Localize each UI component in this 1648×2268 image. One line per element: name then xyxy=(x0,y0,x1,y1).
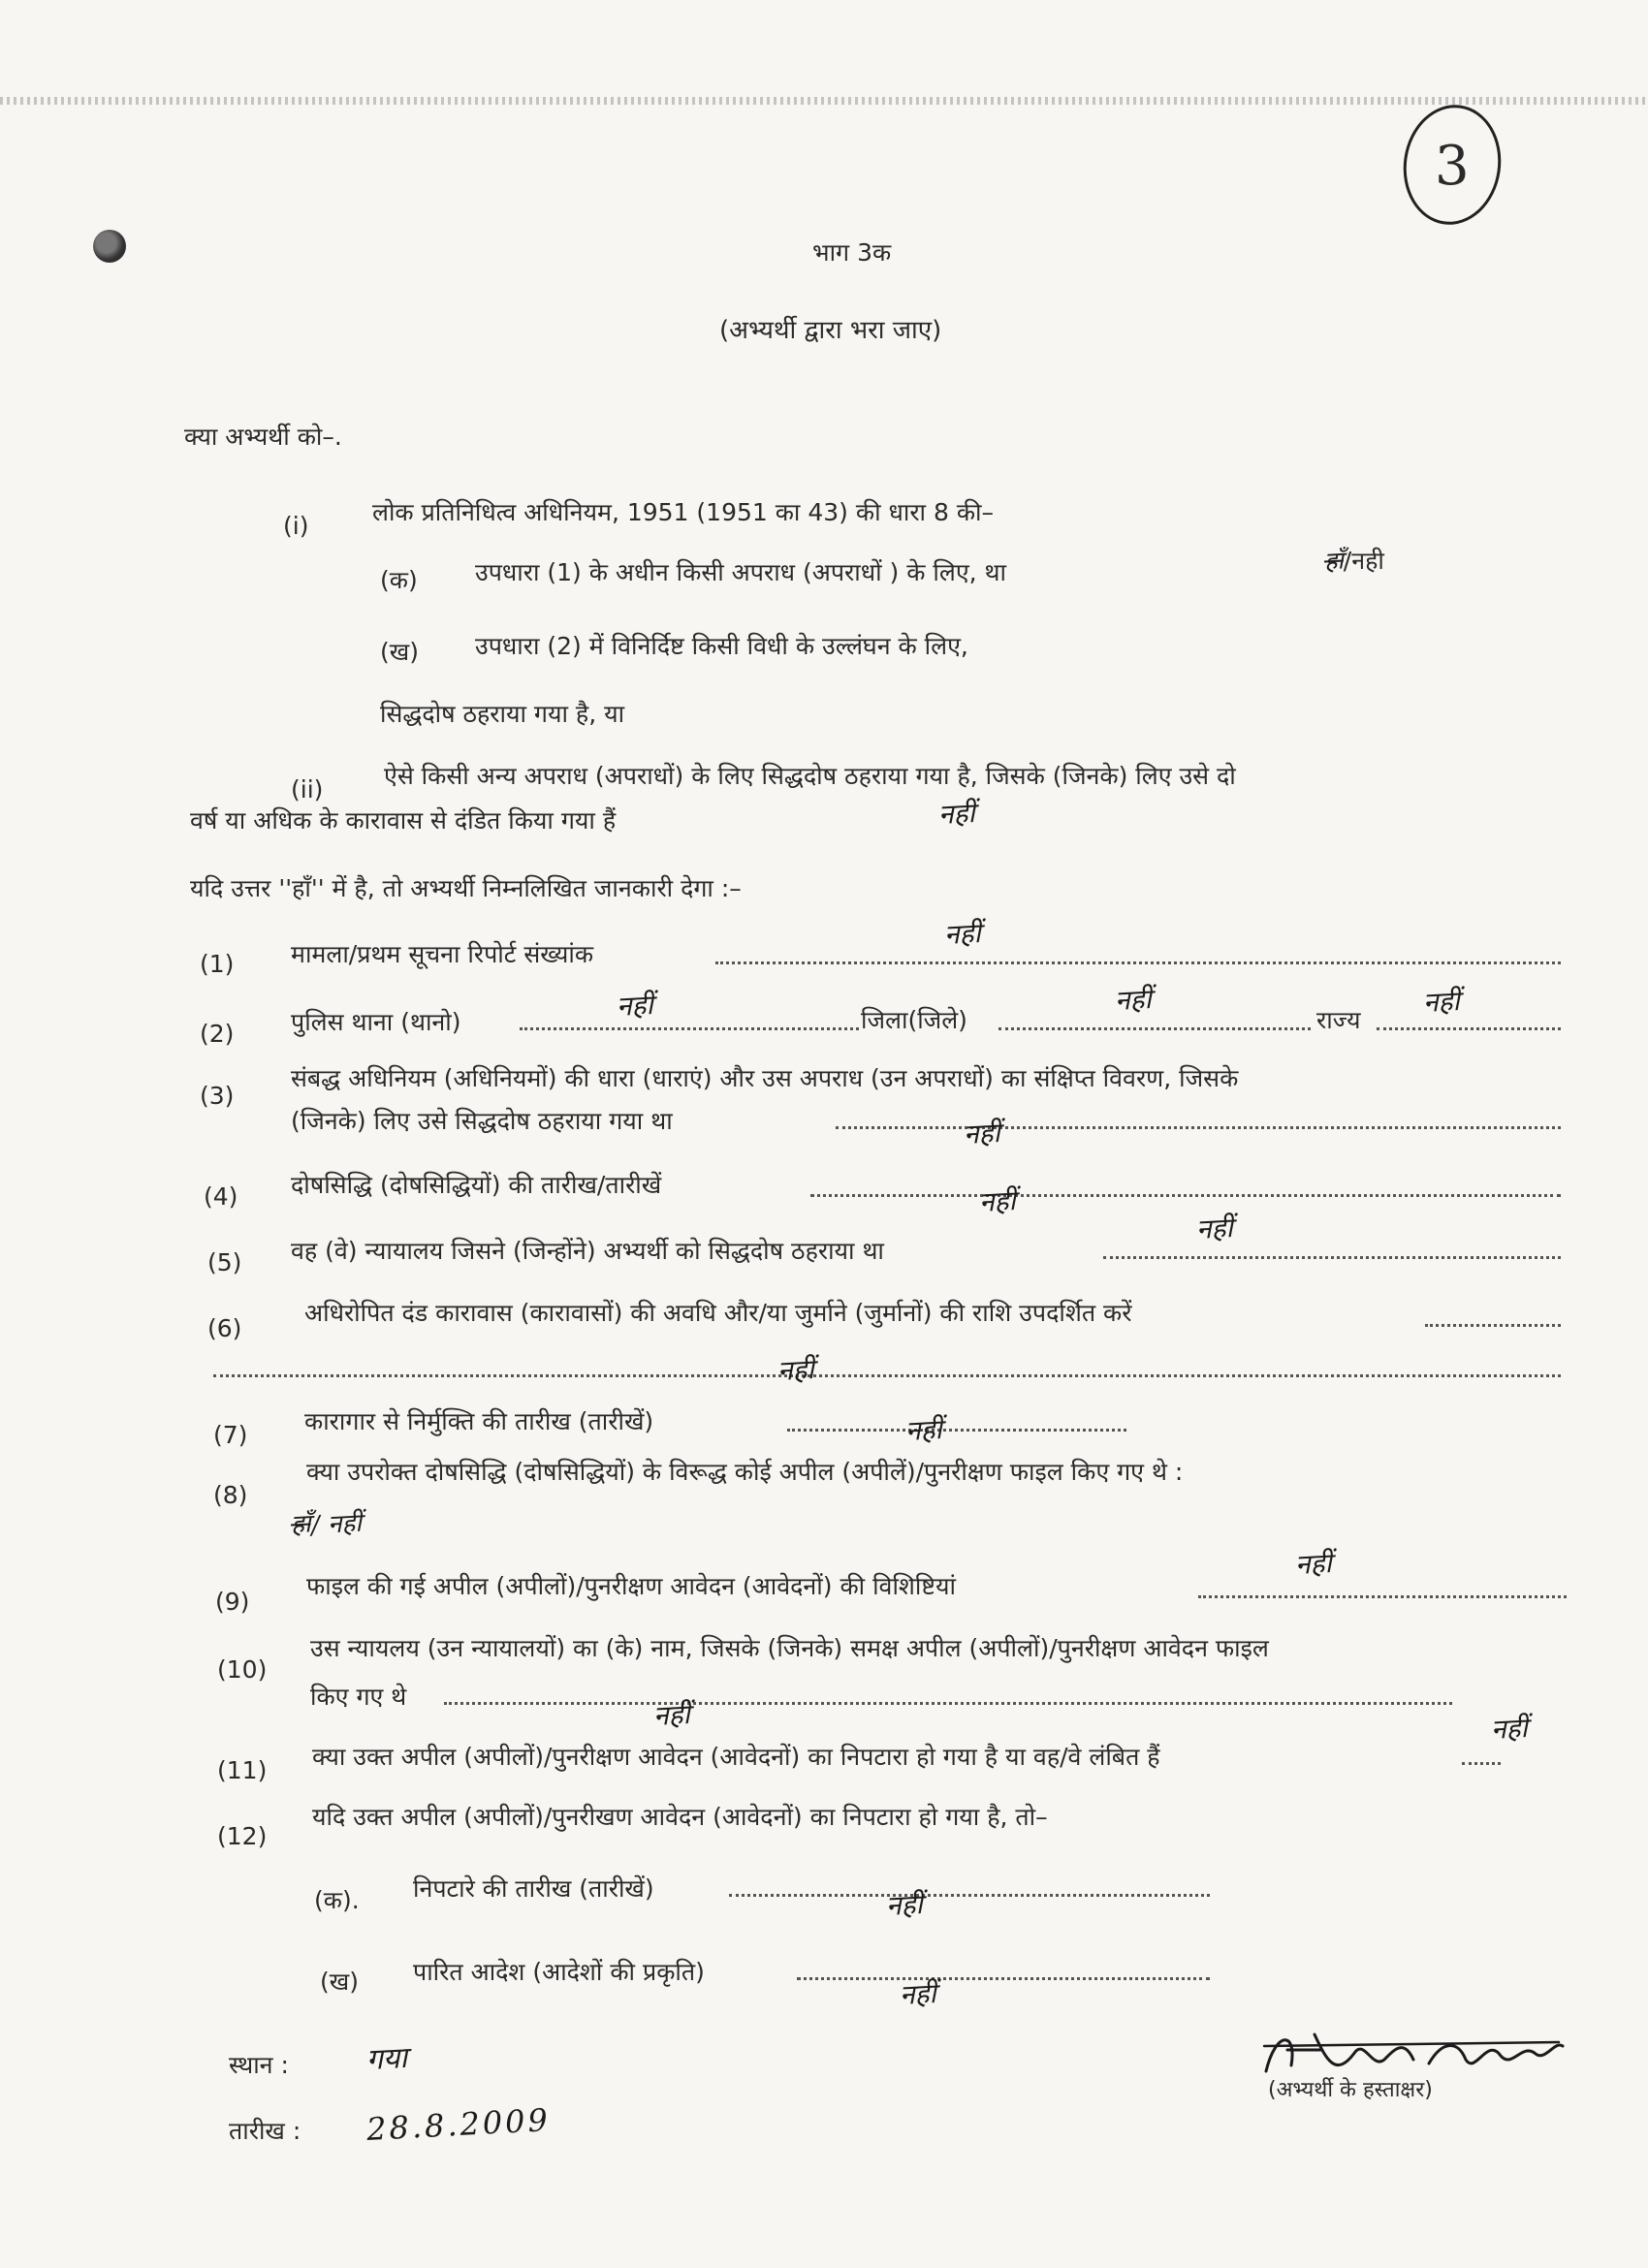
item-12-num: (12) xyxy=(217,1822,268,1850)
item-2-dotted-line-3 xyxy=(1377,1027,1561,1030)
item-9-dotted-line xyxy=(1198,1595,1567,1598)
item-4-dotted-line xyxy=(810,1194,1561,1197)
clause-ii-line1: ऐसे किसी अन्य अपराध (अपराधों) के लिए सिद्धदोष ठहराया गया है, जिसके (जिनके) लिए उसे दो xyxy=(384,762,1236,790)
clause-ii-marker: (ii) xyxy=(291,775,324,803)
item-9-answer: नहीं xyxy=(1294,1547,1333,1581)
item-6-num: (6) xyxy=(207,1314,242,1342)
page-number-circle xyxy=(1396,99,1508,232)
item-2-num: (2) xyxy=(200,1020,235,1048)
clause-i-conclusion: सिद्धदोष ठहराया गया है, या xyxy=(380,700,625,728)
item-12-kha-answer: नहीं xyxy=(899,1977,937,2011)
item-12-ka-label: निपटारे की तारीख (तारीखें) xyxy=(413,1874,654,1903)
item-4-label: दोषसिद्धि (दोषसिद्धियों) की तारीख/तारीखें xyxy=(291,1171,662,1199)
item-2-state-label: राज्य xyxy=(1316,1006,1361,1034)
item-1-num: (1) xyxy=(200,950,235,978)
clause-i-ka-text: उपधारा (1) के अधीन किसी अपराध (अपराधों ) के लिए, था xyxy=(475,558,1006,586)
item-12-ka-dotted-line xyxy=(729,1894,1210,1897)
item-3-dotted-line xyxy=(836,1126,1561,1129)
clause-i-kha-text: उपधारा (2) में विनिर्दिष्ट किसी विधी के उल्लंघन के लिए, xyxy=(475,632,968,660)
item-2-answer-2: नहीं xyxy=(1114,983,1153,1017)
part-title: भाग 3क xyxy=(812,238,892,267)
item-10-num: (10) xyxy=(217,1655,268,1684)
item-12-kha-marker: (ख) xyxy=(320,1968,359,1996)
clause-ii-line2: वर्ष या अधिक के कारावास से दंडित किया गया हैं xyxy=(190,806,617,835)
item-2-dotted-line-2 xyxy=(998,1027,1311,1030)
item-2-answer-1: नहीं xyxy=(616,989,654,1023)
item-1-dotted-line xyxy=(715,961,1561,964)
item-4-answer: नहीं xyxy=(978,1184,1017,1218)
item-11-answer: नहीं xyxy=(1490,1712,1529,1746)
place-label: स्थान : xyxy=(229,2051,289,2079)
item-9-label: फाइल की गई अपील (अपीलों)/पुनरीक्षण आवेदन (आवेदनों) की विशिष्टियां xyxy=(306,1572,956,1600)
item-10-line2: किए गए थे xyxy=(310,1683,407,1711)
item-8-label: क्या उपरोक्त दोषसिद्धि (दोषसिद्धियों) के विरूद्ध कोई अपील (अपीलें)/पुनरीक्षण फाइल किए गए थे : xyxy=(306,1458,1184,1486)
item-5-label: वह (वे) न्यायालय जिसने (जिन्होंने) अभ्यर्थी को सिद्धदोष ठहराया था xyxy=(291,1237,884,1265)
item-8-num: (8) xyxy=(213,1481,248,1509)
signature-caption: (अभ्यर्थी के हस्ताक्षर) xyxy=(1268,2078,1433,2102)
clause-i-ka-marker: (क) xyxy=(380,566,418,594)
item-2-dotted-line-1 xyxy=(520,1027,859,1030)
clause-ii-answer: नहीं xyxy=(937,797,976,831)
item-4-num: (4) xyxy=(204,1182,238,1211)
item-8-yes-struck: हाँ xyxy=(290,1509,312,1540)
item-6-dotted-line-1 xyxy=(1425,1324,1561,1327)
item-11-dotted-line xyxy=(1462,1762,1501,1765)
form-subtitle: (अभ्यर्थी द्वारा भरा जाए) xyxy=(719,316,942,345)
item-10-line1: उस न्यायलय (उन न्यायालयों) का (के) नाम, जिसके (जिनके) समक्ष अपील (अपीलों)/पुनरीक्षण आवेदन फाइल xyxy=(310,1634,1269,1662)
item-9-num: (9) xyxy=(215,1588,250,1616)
item-5-answer: नहीं xyxy=(1195,1212,1234,1245)
item-12-kha-dotted-line xyxy=(797,1977,1210,1980)
item-1-label: मामला/प्रथम सूचना रिपोर्ट संख्यांक xyxy=(291,940,594,968)
answer-no: नही xyxy=(1351,547,1384,575)
clause-i-kha-marker: (ख) xyxy=(380,638,419,666)
scan-perforation-edge xyxy=(0,97,1648,105)
date-label: तारीख : xyxy=(229,2117,301,2145)
item-10-answer: नहीं xyxy=(652,1698,691,1732)
item-5-dotted-line xyxy=(1103,1256,1561,1259)
item-6-label: अधिरोपित दंड कारावास (कारावासों) की अवधि और/या जुर्माने (जुर्मानों) की राशि उपदर्शित करें xyxy=(304,1299,1132,1327)
item-12-label: यदि उक्त अपील (अपीलों)/पुनरीखण आवेदन (आवेदनों) का निपटारा हो गया है, तो– xyxy=(312,1803,1048,1831)
item-8-no: / नहीं xyxy=(309,1508,363,1541)
item-3-line1: संबद्ध अधिनियम (अधिनियमों) की धारा (धाराएं) और उस अपराध (उन अपराधों) का संक्षिप्त विवरण, जिसके xyxy=(291,1064,1239,1092)
item-12-kha-label: पारित आदेश (आदेशों की प्रकृति) xyxy=(413,1958,705,1986)
item-7-num: (7) xyxy=(213,1421,248,1449)
item-8-options xyxy=(290,1508,363,1541)
item-12-ka-marker: (क). xyxy=(314,1886,360,1914)
place-value: गया xyxy=(365,2040,408,2078)
item-2-label: पुलिस थाना (थानो) xyxy=(291,1008,461,1036)
item-7-dotted-line xyxy=(787,1429,1126,1432)
date-value: 28.8.2009 xyxy=(365,2101,552,2148)
clause-i-text: लोक प्रतिनिधित्व अधिनियम, 1951 (1951 का 43) की धारा 8 की– xyxy=(372,498,995,526)
item-1-answer: नहीं xyxy=(943,917,982,951)
item-5-num: (5) xyxy=(207,1248,242,1276)
item-3-num: (3) xyxy=(200,1082,235,1110)
item-2-district-label: जिला(जिले) xyxy=(861,1006,967,1034)
punch-hole xyxy=(93,230,126,263)
item-6-answer: नहीं xyxy=(776,1353,815,1387)
item-7-label: कारागार से निर्मुक्ति की तारीख (तारीखें) xyxy=(304,1407,654,1435)
item-3-answer: नहीं xyxy=(963,1117,1001,1150)
clause-i-marker: (i) xyxy=(283,512,309,540)
intro-text: क्या अभ्यर्थी को–. xyxy=(184,423,342,451)
item-7-answer: नहीं xyxy=(904,1413,943,1447)
if-yes-text: यदि उत्तर ''हाँ'' में है, तो अभ्यर्थी निम्नलिखित जानकारी देगा :– xyxy=(190,874,742,902)
item-12-ka-answer: नहीं xyxy=(885,1888,924,1922)
answer-separator: / xyxy=(1343,547,1352,575)
item-6-dotted-line-2 xyxy=(213,1374,1561,1377)
item-3-line2: (जिनके) लिए उसे सिद्धदोष ठहराया गया था xyxy=(291,1107,673,1135)
item-2-answer-3: नहीं xyxy=(1422,985,1461,1019)
item-10-dotted-line xyxy=(444,1702,1452,1705)
answer-yes-struck: हाँ xyxy=(1323,546,1345,576)
item-11-num: (11) xyxy=(217,1756,268,1784)
page-number-mark: 3 xyxy=(1434,134,1470,198)
clause-i-answer xyxy=(1323,546,1384,576)
item-11-label: क्या उक्त अपील (अपीलों)/पुनरीक्षण आवेदन (आवेदनों) का निपटारा हो गया है या वह/वे लंबित हैं xyxy=(312,1743,1160,1771)
